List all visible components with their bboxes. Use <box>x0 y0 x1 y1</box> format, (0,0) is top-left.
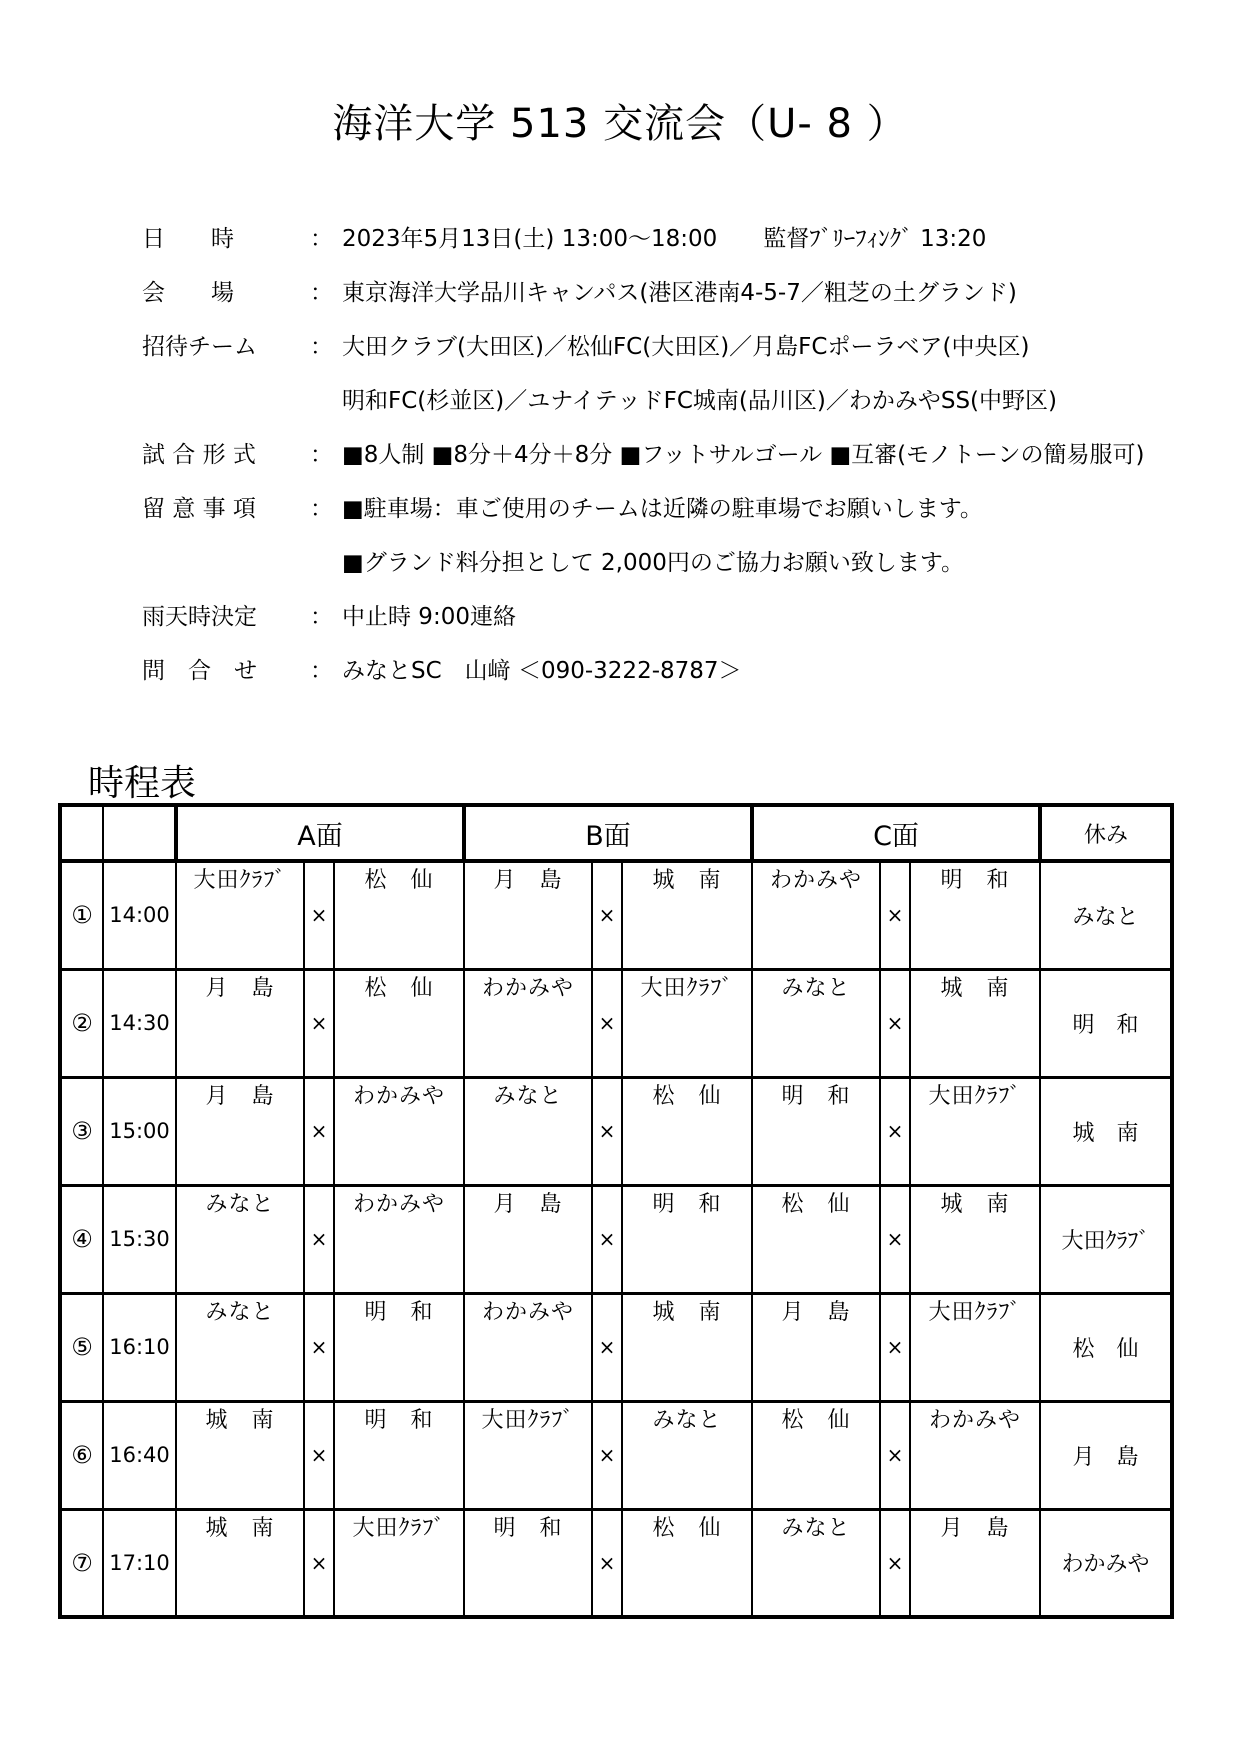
schedule-body <box>60 861 1172 1617</box>
table-row <box>60 861 1172 969</box>
team-name: 城 南 <box>940 1191 1010 1217</box>
team-name: 大田ｸﾗﾌﾞ <box>928 1299 1022 1325</box>
team-name: 明 和 <box>364 1407 434 1433</box>
home-team-cell <box>464 1077 592 1185</box>
home-team-cell <box>752 861 880 969</box>
team-name: 城 南 <box>652 1299 722 1325</box>
team-name: 月 島 <box>940 1515 1010 1541</box>
versus-mark: × <box>880 1293 910 1401</box>
schedule-heading: 時程表 <box>88 763 197 804</box>
team-name: 大田ｸﾗﾌﾞ <box>928 1083 1022 1109</box>
table-row <box>60 1077 1172 1185</box>
team-name: みなと <box>781 975 851 1001</box>
team-name: みなと <box>205 1191 275 1217</box>
resting-team: 松 仙 <box>1040 1293 1172 1401</box>
team-name: 月 島 <box>781 1299 851 1325</box>
home-team-cell <box>176 1077 304 1185</box>
match-time: 14:00 <box>103 861 176 969</box>
info-value: ■グランド料分担として 2,000円のご協力お願い致します。 <box>342 550 965 576</box>
away-team-cell <box>910 861 1040 969</box>
team-name: みなと <box>652 1407 722 1433</box>
match-time: 15:30 <box>103 1185 176 1293</box>
info-value: 中止時 9:00連絡 <box>342 604 516 630</box>
team-name: みなと <box>493 1083 563 1109</box>
team-name: 松 仙 <box>781 1407 851 1433</box>
team-name: 大田ｸﾗﾌﾞ <box>640 975 734 1001</box>
versus-mark: × <box>592 861 622 969</box>
away-team-cell <box>334 861 464 969</box>
team-name: みなと <box>205 1299 275 1325</box>
match-number: ⑦ <box>60 1509 103 1617</box>
schedule-header-row <box>60 805 1172 861</box>
team-name: 城 南 <box>940 975 1010 1001</box>
versus-mark: × <box>592 1185 622 1293</box>
away-team-cell <box>622 1293 752 1401</box>
away-team-cell <box>910 1401 1040 1509</box>
versus-mark: × <box>592 1293 622 1401</box>
team-name: 明 和 <box>652 1191 722 1217</box>
team-name: 大田ｸﾗﾌﾞ <box>481 1407 575 1433</box>
away-team-cell <box>622 1401 752 1509</box>
info-label: 雨天時決定 <box>142 604 257 630</box>
team-name: 月 島 <box>493 868 563 893</box>
team-name: わかみや <box>769 868 862 893</box>
info-separator: ： <box>310 442 333 468</box>
header-rest: 休み <box>1040 805 1172 861</box>
match-number: ② <box>60 969 103 1077</box>
resting-team: 月 島 <box>1040 1401 1172 1509</box>
team-name: 城 南 <box>652 868 722 893</box>
team-name: 明 和 <box>364 1299 434 1325</box>
resting-team: わかみや <box>1040 1509 1172 1617</box>
team-name: 松 仙 <box>652 1083 722 1109</box>
resting-team: 城 南 <box>1040 1077 1172 1185</box>
team-name: 月 島 <box>493 1191 563 1217</box>
away-team-cell <box>910 1077 1040 1185</box>
info-separator: ： <box>310 226 333 252</box>
away-team-cell <box>622 969 752 1077</box>
team-name: わかみや <box>352 1083 445 1109</box>
match-number: ① <box>60 861 103 969</box>
match-number: ③ <box>60 1077 103 1185</box>
team-name: 月 島 <box>205 1083 275 1109</box>
home-team-cell <box>176 1185 304 1293</box>
team-name: 明 和 <box>493 1515 563 1541</box>
resting-team: みなと <box>1040 861 1172 969</box>
team-name: わかみや <box>352 1191 445 1217</box>
info-value: ■駐車場：車ご使用のチームは近隣の駐車場でお願いします。 <box>342 496 983 522</box>
info-label: 招待チーム <box>142 334 257 360</box>
match-time: 15:00 <box>103 1077 176 1185</box>
resting-team: 明 和 <box>1040 969 1172 1077</box>
versus-mark: × <box>304 1077 334 1185</box>
team-name: 明 和 <box>781 1083 851 1109</box>
table-row <box>60 1401 1172 1509</box>
resting-team: 大田ｸﾗﾌﾞ <box>1040 1185 1172 1293</box>
versus-mark: × <box>880 861 910 969</box>
info-label: 会 場 <box>142 280 234 306</box>
home-team-cell <box>464 1185 592 1293</box>
match-time: 16:10 <box>103 1293 176 1401</box>
versus-mark: × <box>304 1401 334 1509</box>
away-team-cell <box>910 1185 1040 1293</box>
header-a-field: A面 <box>176 805 464 861</box>
away-team-cell <box>910 969 1040 1077</box>
home-team-cell <box>752 1185 880 1293</box>
info-value: 明和FC(杉並区)／ユナイテッドFC城南(品川区)／わかみやSS(中野区) <box>342 388 1058 414</box>
info-value: ■8人制 ■8分＋4分＋8分 ■フットサルゴール ■互審(モノトーンの簡易服可) <box>342 442 1145 468</box>
away-team-cell <box>910 1509 1040 1617</box>
match-number: ④ <box>60 1185 103 1293</box>
info-value: 2023年5月13日(土) 13:00〜18:00 監督ﾌﾞﾘｰﾌｨﾝｸﾞ 13:20 <box>342 226 987 252</box>
info-separator: ： <box>310 334 333 360</box>
away-team-cell <box>334 1077 464 1185</box>
team-name: みなと <box>781 1515 851 1541</box>
home-team-cell <box>752 1401 880 1509</box>
home-team-cell <box>464 861 592 969</box>
versus-mark: × <box>592 1401 622 1509</box>
team-name: 明 和 <box>940 868 1010 893</box>
away-team-cell <box>622 1077 752 1185</box>
team-name: 松 仙 <box>364 868 434 893</box>
away-team-cell <box>622 1509 752 1617</box>
versus-mark: × <box>880 1401 910 1509</box>
home-team-cell <box>752 1293 880 1401</box>
home-team-cell <box>176 861 304 969</box>
info-separator: ： <box>310 496 333 522</box>
home-team-cell <box>464 1401 592 1509</box>
away-team-cell <box>334 1401 464 1509</box>
match-time: 16:40 <box>103 1401 176 1509</box>
away-team-cell <box>622 1185 752 1293</box>
home-team-cell <box>176 1293 304 1401</box>
home-team-cell <box>176 969 304 1077</box>
match-time: 17:10 <box>103 1509 176 1617</box>
versus-mark: × <box>880 969 910 1077</box>
home-team-cell <box>752 1509 880 1617</box>
header-b-field: B面 <box>464 805 752 861</box>
team-name: 松 仙 <box>781 1191 851 1217</box>
versus-mark: × <box>304 1293 334 1401</box>
info-separator: ： <box>310 604 333 630</box>
info-label: 留 意 事 項 <box>142 496 256 522</box>
team-name: 松 仙 <box>652 1515 722 1541</box>
team-name: わかみや <box>928 1407 1021 1433</box>
versus-mark: × <box>592 1509 622 1617</box>
versus-mark: × <box>880 1185 910 1293</box>
team-name: 大田ｸﾗﾌﾞ <box>352 1515 446 1541</box>
away-team-cell <box>334 969 464 1077</box>
away-team-cell <box>622 861 752 969</box>
versus-mark: × <box>880 1509 910 1617</box>
table-row <box>60 969 1172 1077</box>
info-label: 問 合 せ <box>142 658 257 684</box>
versus-mark: × <box>880 1077 910 1185</box>
home-team-cell <box>464 969 592 1077</box>
match-time: 14:30 <box>103 969 176 1077</box>
home-team-cell <box>464 1293 592 1401</box>
info-label: 日 時 <box>142 226 234 252</box>
versus-mark: × <box>304 969 334 1077</box>
info-value: 大田クラブ(大田区)／松仙FC(大田区)／月島FCポーラベア(中央区) <box>342 334 1030 360</box>
table-row <box>60 1185 1172 1293</box>
versus-mark: × <box>592 969 622 1077</box>
versus-mark: × <box>304 1509 334 1617</box>
home-team-cell <box>176 1509 304 1617</box>
home-team-cell <box>752 1077 880 1185</box>
versus-mark: × <box>304 1185 334 1293</box>
away-team-cell <box>334 1509 464 1617</box>
versus-mark: × <box>592 1077 622 1185</box>
team-name: 大田ｸﾗﾌﾞ <box>193 868 287 893</box>
away-team-cell <box>334 1185 464 1293</box>
team-name: わかみや <box>481 1299 574 1325</box>
home-team-cell <box>464 1509 592 1617</box>
info-value: 東京海洋大学品川キャンパス(港区港南4-5-7／粗芝の土グランド) <box>342 280 1017 306</box>
team-name: 月 島 <box>205 975 275 1001</box>
versus-mark: × <box>304 861 334 969</box>
header-c-field: C面 <box>752 805 1040 861</box>
team-name: わかみや <box>481 975 574 1001</box>
schedule-table <box>58 803 1174 1619</box>
team-name: 城 南 <box>205 1515 275 1541</box>
header-time-cell <box>103 805 176 861</box>
info-value: みなとSC 山﨑 ＜090-3222-8787＞ <box>342 658 742 684</box>
team-name: 城 南 <box>205 1407 275 1433</box>
info-separator: ： <box>310 658 333 684</box>
away-team-cell <box>910 1293 1040 1401</box>
home-team-cell <box>176 1401 304 1509</box>
table-row <box>60 1509 1172 1617</box>
info-label: 試 合 形 式 <box>142 442 256 468</box>
team-name: 松 仙 <box>364 975 434 1001</box>
match-number: ⑤ <box>60 1293 103 1401</box>
info-separator: ： <box>310 280 333 306</box>
table-row <box>60 1293 1172 1401</box>
match-number: ⑥ <box>60 1401 103 1509</box>
away-team-cell <box>334 1293 464 1401</box>
home-team-cell <box>752 969 880 1077</box>
page-title: 海洋大学 513 交流会（U- 8 ） <box>332 101 908 147</box>
header-num-cell <box>60 805 103 861</box>
